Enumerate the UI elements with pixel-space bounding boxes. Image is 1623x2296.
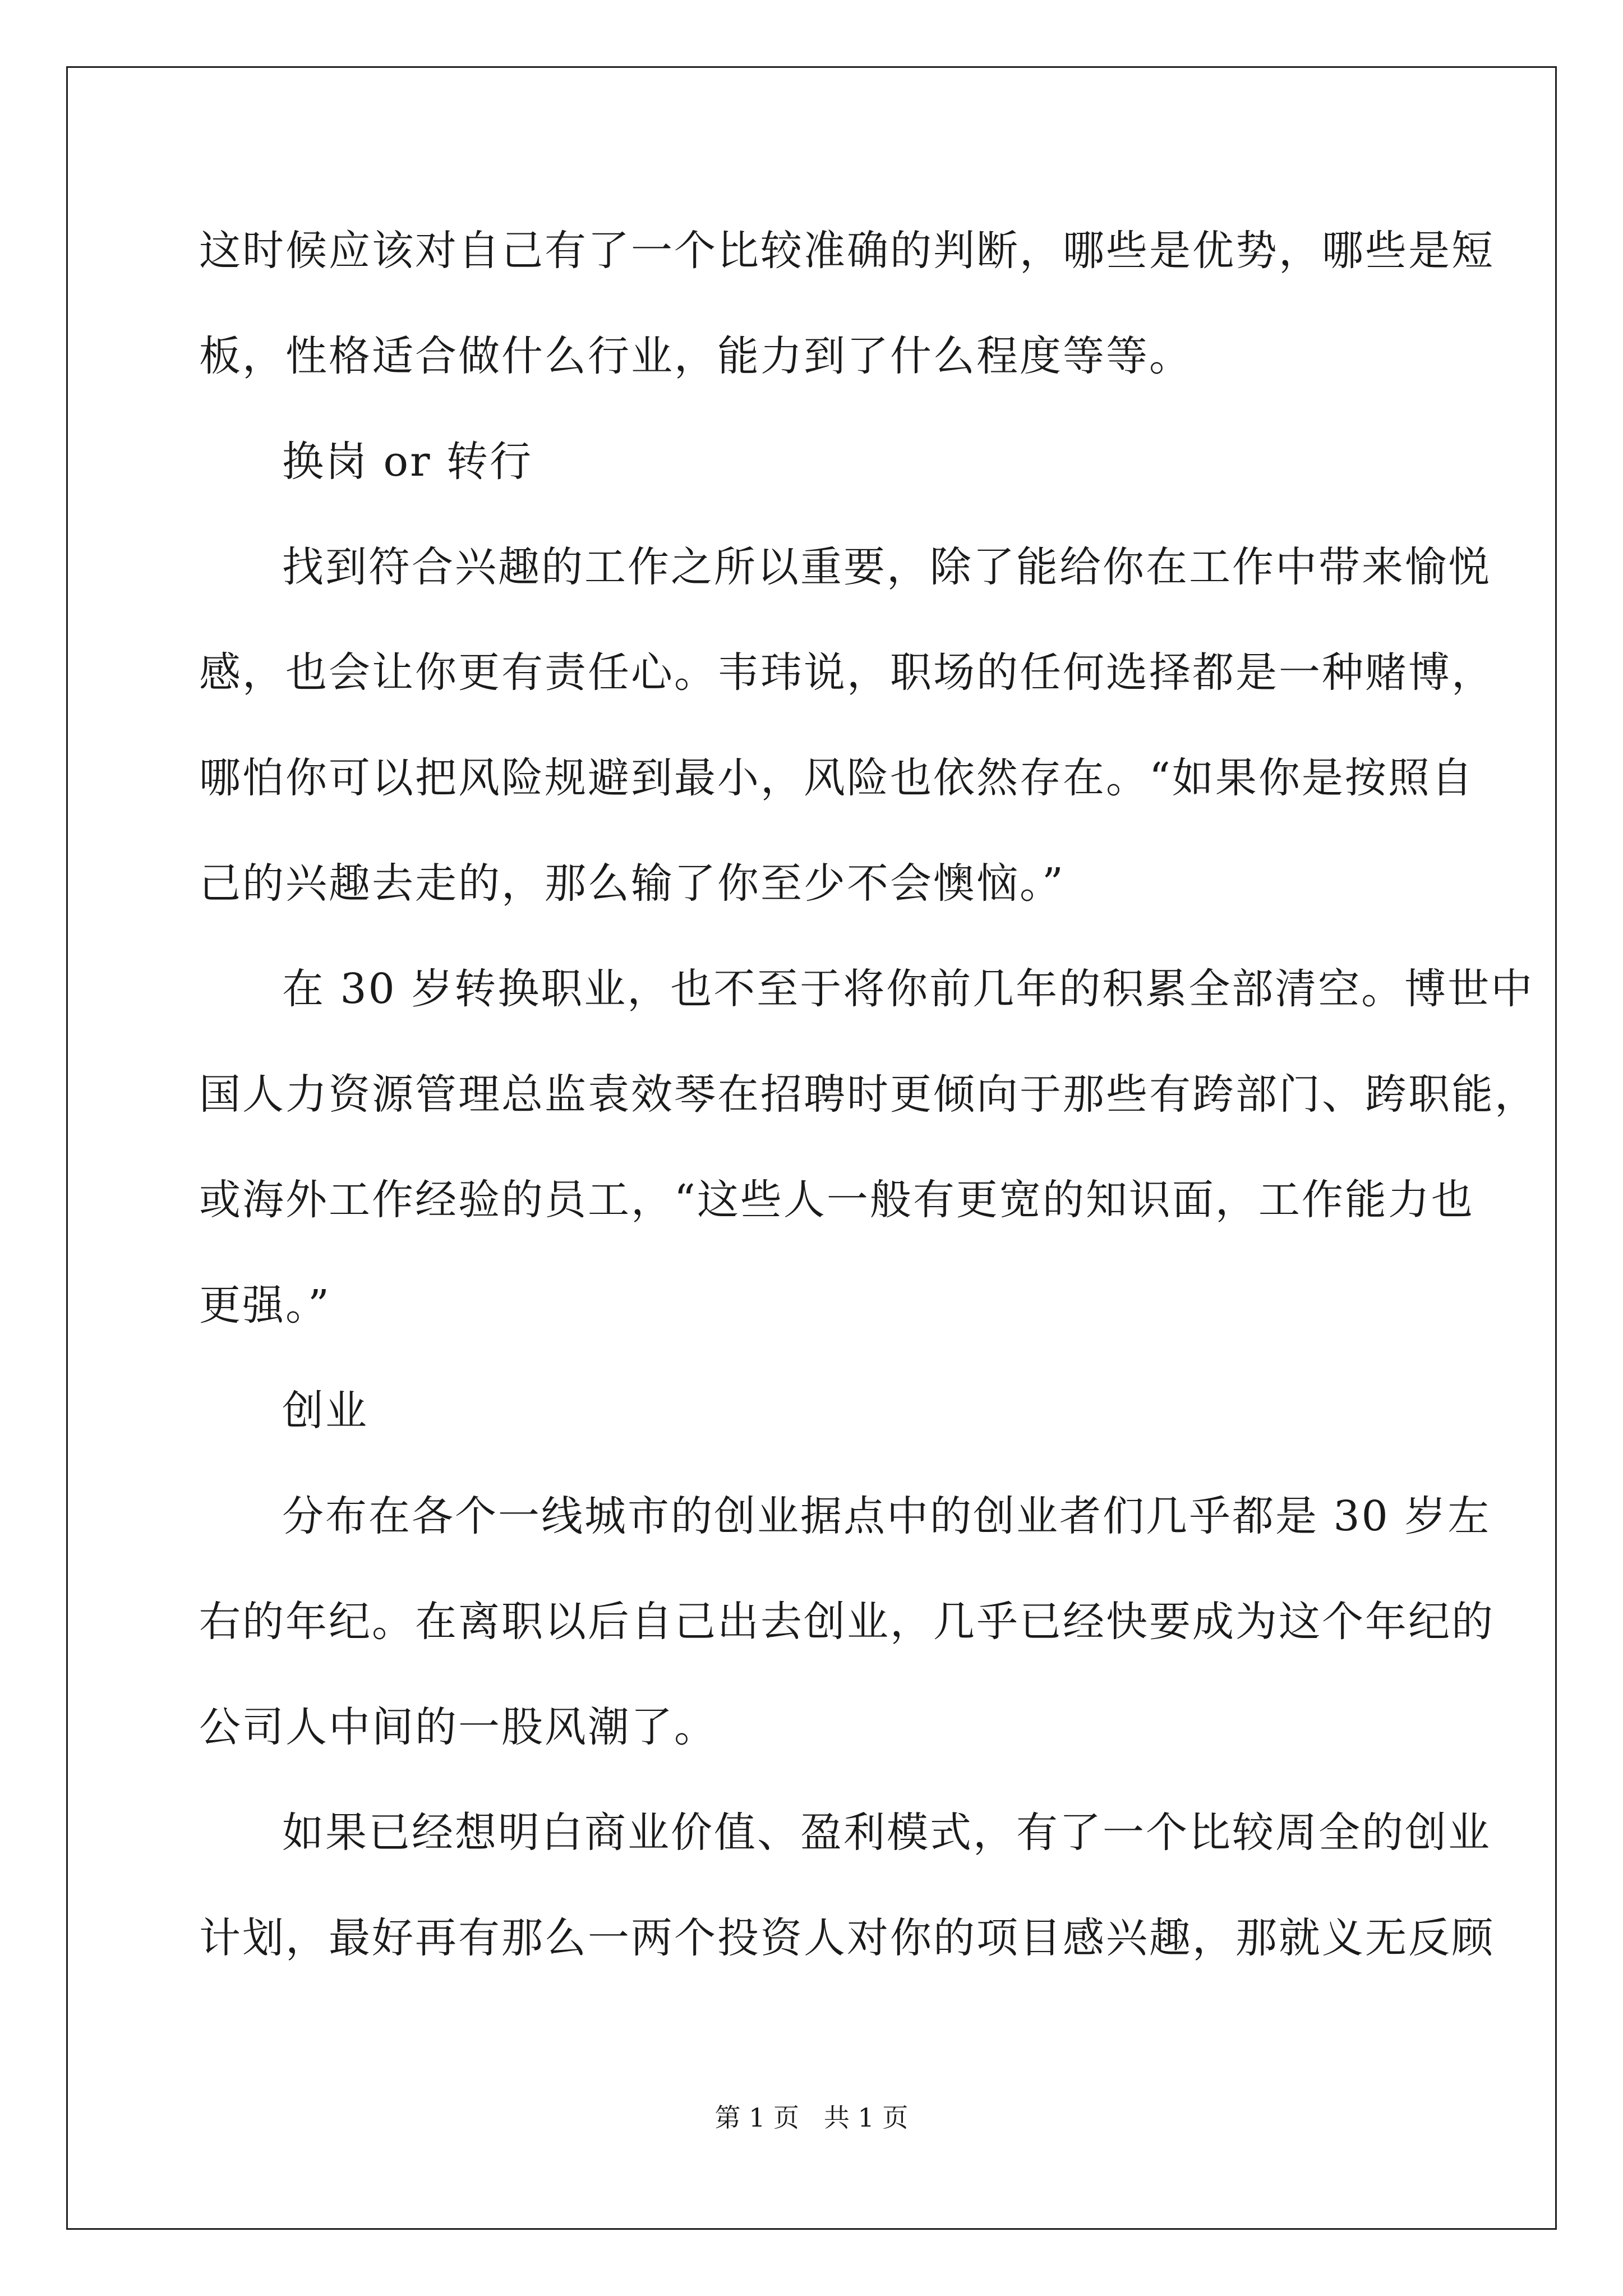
text-line: 哪怕你可以把风险规避到最小，风险也依然存在。“如果你是按照自 <box>199 754 1474 802</box>
text-line: 这时候应该对自己有了一个比较准确的判断，哪些是优势，哪些是短 <box>199 227 1495 275</box>
section-heading: 换岗 or 转行 <box>282 438 533 486</box>
text-line: 板，性格适合做什么行业，能力到了什么程度等等。 <box>199 332 1192 380</box>
text-line: 国人力资源管理总监袁效琴在招聘时更倾向于那些有跨部门、跨职能， <box>199 1070 1538 1119</box>
text-line: 计划，最好再有那么一两个投资人对你的项目感兴趣，那就义无反顾 <box>199 1914 1495 1962</box>
text-line: 感，也会让你更有责任心。韦玮说，职场的任何选择都是一种赌博， <box>199 648 1495 697</box>
text-line: 或海外工作经验的员工，“这些人一般有更宽的知识面，工作能力也 <box>199 1176 1474 1224</box>
text-line: 右的年纪。在离职以后自己出去创业，几乎已经快要成为这个年纪的 <box>199 1598 1495 1646</box>
text-line: 在 30 岁转换职业，也不至于将你前几年的积累全部清空。博世中 <box>282 965 1534 1013</box>
text-line: 更强。” <box>199 1281 331 1329</box>
section-heading: 创业 <box>282 1387 368 1435</box>
text-line: 己的兴趣去走的，那么输了你至少不会懊恼。” <box>199 859 1065 908</box>
document-body <box>199 213 1538 2006</box>
text-line: 如果已经想明白商业价值、盈利模式，有了一个比较周全的创业 <box>282 1809 1491 1857</box>
text-line: 分布在各个一线城市的创业据点中的创业者们几乎都是 30 岁左 <box>282 1492 1491 1540</box>
page-number: 第 1 页 共 1 页 <box>714 2102 909 2133</box>
text-line: 找到符合兴趣的工作之所以重要，除了能给你在工作中带来愉悦 <box>282 543 1491 591</box>
text-line: 公司人中间的一股风潮了。 <box>199 1703 717 1751</box>
